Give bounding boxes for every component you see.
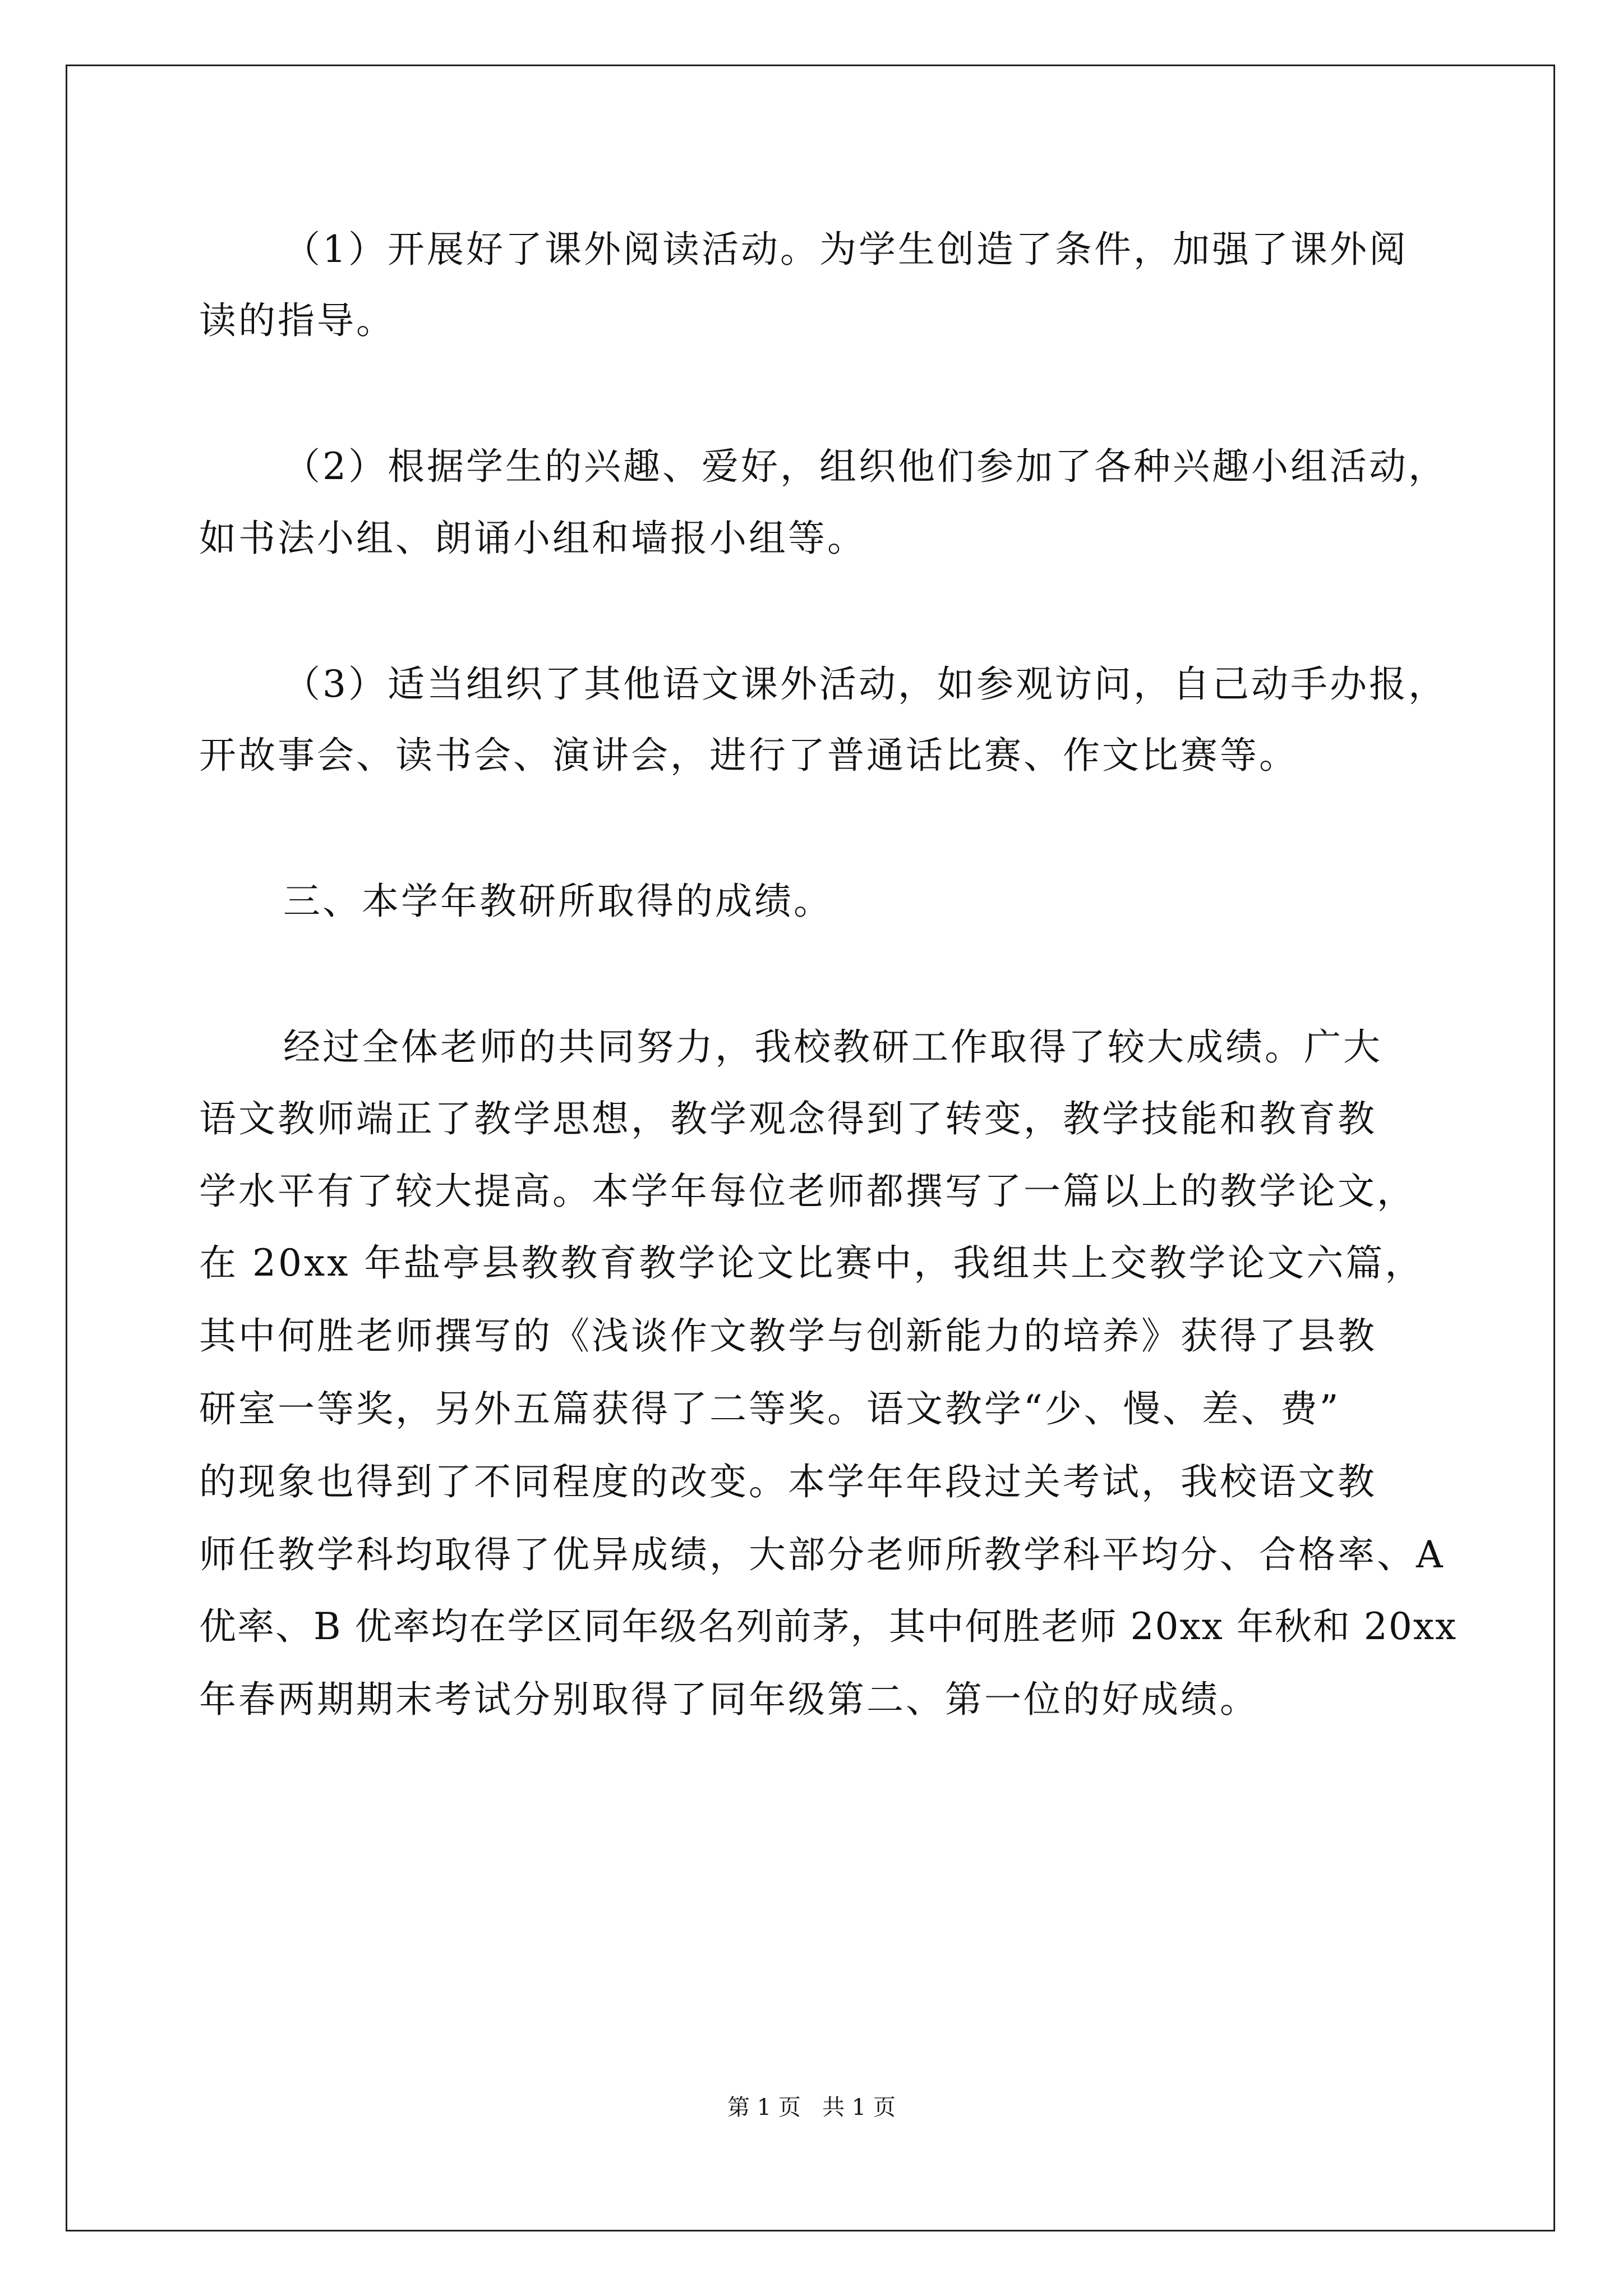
paragraph-line: 如书法小组、朗诵小组和墙报小组等。 <box>199 517 866 560</box>
paragraph-line: 学水平有了较大提高。本学年每位老师都撰写了一篇以上的教学论文， <box>199 1170 1416 1213</box>
paragraph-line: 经过全体老师的共同努力，我校教研工作取得了较大成绩。广大 <box>283 1025 1382 1069</box>
section-heading: 三、本学年教研所取得的成绩。 <box>283 880 833 923</box>
paragraph-line: 师任教学科均取得了优异成绩，大部分老师所教学科平均分、合格率、A <box>199 1533 1445 1576</box>
paragraph-line: 的现象也得到了不同程度的改变。本学年年段过关考试，我校语文教 <box>199 1460 1377 1503</box>
paragraph-line: （3）适当组织了其他语文课外活动，如参观访问，自己动手办报， <box>283 662 1447 706</box>
paragraph-line: 研室一等奖，另外五篇获得了二等奖。语文教学“少、慢、差、费” <box>199 1387 1341 1430</box>
page-number: 第 1 页 共 1 页 <box>727 2095 896 2120</box>
paragraph-line: 开故事会、读书会、演讲会，进行了普通话比赛、作文比赛等。 <box>199 734 1298 777</box>
paragraph-line: 优率、B 优率均在学区同年级名列前茅，其中何胜老师 20xx 年秋和 20xx <box>199 1605 1458 1648</box>
paragraph-line: （2）根据学生的兴趣、爱好，组织他们参加了各种兴趣小组活动， <box>283 445 1447 488</box>
paragraph-line: 其中何胜老师撰写的《浅谈作文教学与创新能力的培养》获得了县教 <box>199 1314 1377 1358</box>
paragraph-line: （1）开展好了课外阅读活动。为学生创造了条件，加强了课外阅 <box>283 228 1408 271</box>
page-border <box>66 65 1555 2231</box>
paragraph-line: 年春两期期末考试分别取得了同年级第二、第一位的好成绩。 <box>199 1678 1259 1721</box>
paragraph-line: 语文教师端正了教学思想，教学观念得到了转变，教学技能和教育教 <box>199 1097 1377 1140</box>
paragraph-line: 在 20xx 年盐亭县教教育教学论文比赛中，我组共上交教学论文六篇， <box>199 1241 1424 1285</box>
paragraph-line: 读的指导。 <box>199 299 395 342</box>
